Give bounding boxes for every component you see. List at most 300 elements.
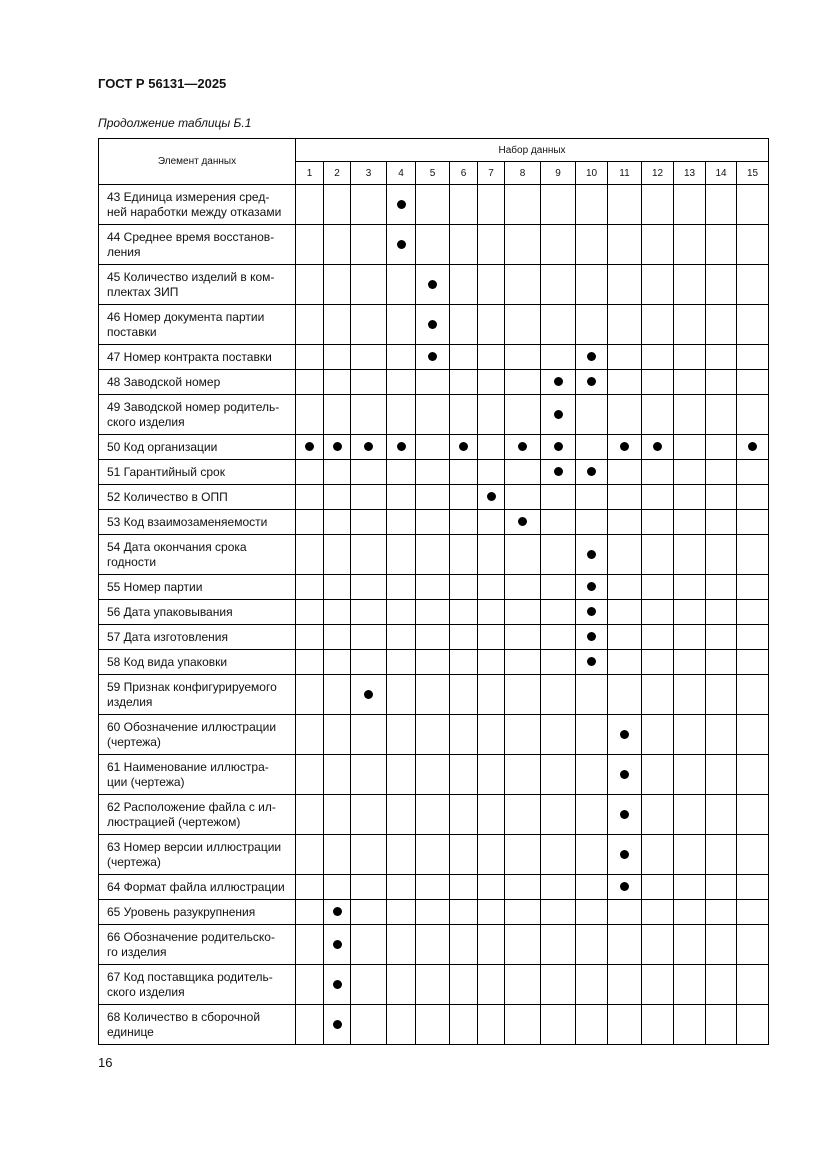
data-element-line: 60 Обозначение иллюстрации <box>107 719 277 734</box>
table-row <box>99 535 769 575</box>
dataset-cell <box>324 625 351 650</box>
data-element-line: 57 Дата изготовления <box>107 629 228 644</box>
dataset-cell <box>387 650 416 675</box>
dataset-cell <box>674 345 706 370</box>
dataset-cell <box>541 225 576 265</box>
dataset-cell <box>737 345 769 370</box>
dataset-cell <box>608 435 642 460</box>
dataset-cell <box>478 755 505 795</box>
dataset-cell <box>541 795 576 835</box>
data-element-name <box>99 675 296 715</box>
dataset-cell <box>505 925 541 965</box>
dataset-cell <box>324 600 351 625</box>
dataset-cell <box>324 225 351 265</box>
dataset-cell <box>642 600 674 625</box>
dataset-cell <box>576 345 608 370</box>
dataset-cell <box>674 395 706 435</box>
dataset-cell <box>387 900 416 925</box>
table-row <box>99 460 769 485</box>
dataset-cell <box>416 345 450 370</box>
dataset-cell <box>642 370 674 395</box>
dataset-cell <box>351 185 387 225</box>
table-caption: Продолжение таблицы Б.1 <box>98 116 252 130</box>
dataset-cell <box>387 835 416 875</box>
dataset-cell <box>450 510 478 535</box>
data-element-name <box>99 575 296 600</box>
bullet-mark-icon <box>653 442 662 451</box>
dataset-cell <box>351 485 387 510</box>
dataset-column-header: 14 <box>706 162 737 185</box>
dataset-cell <box>505 185 541 225</box>
data-element-name <box>99 600 296 625</box>
dataset-cell <box>416 925 450 965</box>
dataset-cell <box>387 460 416 485</box>
table-row <box>99 875 769 900</box>
dataset-cell <box>296 185 324 225</box>
dataset-cell <box>387 510 416 535</box>
dataset-cell <box>541 535 576 575</box>
data-element-line: 55 Номер партии <box>107 579 203 594</box>
dataset-cell <box>576 835 608 875</box>
dataset-column-header: 10 <box>576 162 608 185</box>
dataset-cell <box>324 795 351 835</box>
dataset-cell <box>505 675 541 715</box>
dataset-cell <box>706 305 737 345</box>
table-row <box>99 510 769 535</box>
dataset-cell <box>296 575 324 600</box>
dataset-cell <box>706 185 737 225</box>
bullet-mark-icon <box>428 320 437 329</box>
data-element-line: изделия <box>107 694 153 709</box>
data-element-line: 48 Заводской номер <box>107 374 221 389</box>
dataset-cell <box>387 345 416 370</box>
dataset-cell <box>478 305 505 345</box>
dataset-cell <box>576 925 608 965</box>
data-element-name <box>99 345 296 370</box>
dataset-cell <box>642 345 674 370</box>
dataset-cell <box>737 1005 769 1045</box>
table-row <box>99 965 769 1005</box>
dataset-cell <box>416 510 450 535</box>
dataset-cell <box>324 305 351 345</box>
dataset-cell <box>450 835 478 875</box>
dataset-cell <box>387 395 416 435</box>
table-row <box>99 185 769 225</box>
data-element-line: плектах ЗИП <box>107 284 179 299</box>
dataset-cell <box>416 185 450 225</box>
data-element-name <box>99 460 296 485</box>
data-element-line: 44 Среднее время восстанов- <box>107 229 275 244</box>
dataset-cell <box>505 485 541 510</box>
bullet-mark-icon <box>518 517 527 526</box>
dataset-cell <box>296 345 324 370</box>
bullet-mark-icon <box>333 907 342 916</box>
dataset-cell <box>324 1005 351 1045</box>
dataset-cell <box>450 965 478 1005</box>
dataset-cell <box>416 485 450 510</box>
dataset-cell <box>608 600 642 625</box>
dataset-cell <box>737 600 769 625</box>
dataset-cell <box>576 965 608 1005</box>
dataset-cell <box>387 225 416 265</box>
dataset-cell <box>608 370 642 395</box>
dataset-cell <box>478 965 505 1005</box>
bullet-mark-icon <box>518 442 527 451</box>
dataset-column-header: 7 <box>478 162 505 185</box>
dataset-cell <box>576 535 608 575</box>
dataset-cell <box>450 345 478 370</box>
dataset-cell <box>576 755 608 795</box>
table-row <box>99 625 769 650</box>
data-element-line: 61 Наименование иллюстра- <box>107 759 269 774</box>
dataset-cell <box>351 305 387 345</box>
dataset-cell <box>706 600 737 625</box>
table-row <box>99 900 769 925</box>
dataset-cell <box>737 510 769 535</box>
dataset-cell <box>642 650 674 675</box>
dataset-cell <box>642 755 674 795</box>
dataset-cell <box>450 755 478 795</box>
dataset-cell <box>351 795 387 835</box>
dataset-cell <box>351 345 387 370</box>
dataset-cell <box>416 535 450 575</box>
dataset-cell <box>324 925 351 965</box>
dataset-cell <box>324 265 351 305</box>
dataset-cell <box>576 795 608 835</box>
dataset-cell <box>706 925 737 965</box>
dataset-cell <box>351 510 387 535</box>
dataset-cell <box>642 460 674 485</box>
dataset-cell <box>296 225 324 265</box>
dataset-cell <box>706 485 737 510</box>
table-row <box>99 575 769 600</box>
dataset-cell <box>324 835 351 875</box>
data-element-line: 58 Код вида упаковки <box>107 654 228 669</box>
dataset-cell <box>706 875 737 900</box>
bullet-mark-icon <box>428 280 437 289</box>
dataset-cell <box>608 875 642 900</box>
dataset-cell <box>450 435 478 460</box>
dataset-cell <box>706 795 737 835</box>
bullet-mark-icon <box>620 442 629 451</box>
dataset-cell <box>450 460 478 485</box>
page-number: 16 <box>98 1055 113 1070</box>
dataset-cell <box>351 600 387 625</box>
dataset-cell <box>296 535 324 575</box>
dataset-cell <box>674 435 706 460</box>
dataset-cell <box>608 575 642 600</box>
dataset-cell <box>737 435 769 460</box>
data-element-line: 50 Код организации <box>107 439 218 454</box>
table-row <box>99 650 769 675</box>
dataset-cell <box>296 305 324 345</box>
dataset-cell <box>478 875 505 900</box>
dataset-cell <box>737 305 769 345</box>
dataset-cell <box>478 795 505 835</box>
dataset-cell <box>296 650 324 675</box>
table-row <box>99 755 769 795</box>
dataset-cell <box>351 650 387 675</box>
dataset-cell <box>478 925 505 965</box>
dataset-column-header: 2 <box>324 162 351 185</box>
bullet-mark-icon <box>554 442 563 451</box>
dataset-cell <box>324 485 351 510</box>
dataset-cell <box>737 715 769 755</box>
bullet-mark-icon <box>587 607 596 616</box>
dataset-cell <box>478 1005 505 1045</box>
data-element-name <box>99 225 296 265</box>
dataset-cell <box>296 1005 324 1045</box>
data-element-line: ского изделия <box>107 414 185 429</box>
dataset-cell <box>478 345 505 370</box>
table-row <box>99 1005 769 1045</box>
dataset-cell <box>324 395 351 435</box>
bullet-mark-icon <box>397 240 406 249</box>
dataset-cell <box>576 600 608 625</box>
dataset-cell <box>505 395 541 435</box>
dataset-cell <box>674 965 706 1005</box>
dataset-cell <box>505 625 541 650</box>
data-element-line: ней наработки между отказами <box>107 204 282 219</box>
dataset-cell <box>387 755 416 795</box>
dataset-cell <box>296 460 324 485</box>
dataset-cell <box>541 265 576 305</box>
bullet-mark-icon <box>587 657 596 666</box>
data-element-name <box>99 625 296 650</box>
dataset-cell <box>351 625 387 650</box>
dataset-cell <box>505 510 541 535</box>
dataset-cell <box>541 835 576 875</box>
dataset-cell <box>416 650 450 675</box>
dataset-cell <box>674 265 706 305</box>
dataset-cell <box>351 575 387 600</box>
dataset-cell <box>351 435 387 460</box>
dataset-cell <box>674 485 706 510</box>
dataset-cell <box>505 460 541 485</box>
data-element-name <box>99 715 296 755</box>
data-element-line: 43 Единица измерения сред- <box>107 189 270 204</box>
dataset-cell <box>608 795 642 835</box>
dataset-cell <box>737 625 769 650</box>
dataset-column-header: 5 <box>416 162 450 185</box>
dataset-cell <box>674 755 706 795</box>
dataset-cell <box>737 650 769 675</box>
dataset-cell <box>608 265 642 305</box>
dataset-cell <box>576 900 608 925</box>
dataset-cell <box>416 305 450 345</box>
dataset-cell <box>450 305 478 345</box>
dataset-cell <box>706 345 737 370</box>
dataset-cell <box>416 575 450 600</box>
dataset-cell <box>541 715 576 755</box>
dataset-column-header: 6 <box>450 162 478 185</box>
bullet-mark-icon <box>587 377 596 386</box>
data-element-line: 49 Заводской номер родитель- <box>107 399 280 414</box>
dataset-cell <box>541 305 576 345</box>
dataset-cell <box>541 575 576 600</box>
dataset-cell <box>478 900 505 925</box>
dataset-cell <box>324 510 351 535</box>
bullet-mark-icon <box>587 352 596 361</box>
dataset-cell <box>351 900 387 925</box>
dataset-cell <box>296 600 324 625</box>
dataset-cell <box>450 925 478 965</box>
dataset-cell <box>387 485 416 510</box>
dataset-cell <box>324 575 351 600</box>
dataset-cell <box>478 650 505 675</box>
dataset-cell <box>737 485 769 510</box>
bullet-mark-icon <box>554 410 563 419</box>
dataset-cell <box>505 875 541 900</box>
dataset-cell <box>387 715 416 755</box>
dataset-cell <box>478 600 505 625</box>
table-row <box>99 395 769 435</box>
dataset-cell <box>505 535 541 575</box>
dataset-cell <box>478 675 505 715</box>
data-element-line: 54 Дата окончания срока <box>107 539 247 554</box>
bullet-mark-icon <box>587 550 596 559</box>
dataset-cell <box>296 900 324 925</box>
dataset-cell <box>416 265 450 305</box>
dataset-cell <box>450 675 478 715</box>
table-row <box>99 715 769 755</box>
dataset-cell <box>450 1005 478 1045</box>
dataset-cell <box>450 225 478 265</box>
dataset-cell <box>608 185 642 225</box>
table-row <box>99 370 769 395</box>
dataset-cell <box>642 675 674 715</box>
dataset-cell <box>706 435 737 460</box>
dataset-cell <box>737 965 769 1005</box>
dataset-cell <box>387 675 416 715</box>
dataset-cell <box>576 370 608 395</box>
dataset-cell <box>541 900 576 925</box>
dataset-cell <box>642 625 674 650</box>
dataset-cell <box>387 305 416 345</box>
dataset-cell <box>416 1005 450 1045</box>
dataset-cell <box>674 925 706 965</box>
dataset-cell <box>576 875 608 900</box>
dataset-cell <box>387 265 416 305</box>
data-element-name <box>99 755 296 795</box>
bullet-mark-icon <box>333 940 342 949</box>
dataset-cell <box>296 925 324 965</box>
dataset-cell <box>324 435 351 460</box>
dataset-cell <box>541 675 576 715</box>
dataset-cell <box>674 600 706 625</box>
data-element-line: 51 Гарантийный срок <box>107 464 225 479</box>
bullet-mark-icon <box>333 442 342 451</box>
dataset-cell <box>505 1005 541 1045</box>
dataset-cell <box>450 600 478 625</box>
dataset-cell <box>478 625 505 650</box>
dataset-cell <box>674 370 706 395</box>
dataset-cell <box>450 875 478 900</box>
dataset-cell <box>674 510 706 535</box>
table-row <box>99 225 769 265</box>
dataset-cell <box>387 795 416 835</box>
data-element-name <box>99 435 296 460</box>
dataset-cell <box>296 265 324 305</box>
dataset-cell <box>416 625 450 650</box>
dataset-column-header: 9 <box>541 162 576 185</box>
dataset-cell <box>642 575 674 600</box>
dataset-cell <box>737 370 769 395</box>
dataset-cell <box>324 370 351 395</box>
data-element-line: (чертежа) <box>107 734 161 749</box>
dataset-cell <box>642 435 674 460</box>
bullet-mark-icon <box>620 882 629 891</box>
dataset-cell <box>737 835 769 875</box>
dataset-cell <box>674 675 706 715</box>
table-row <box>99 435 769 460</box>
data-element-name <box>99 835 296 875</box>
data-element-line: 45 Количество изделий в ком- <box>107 269 275 284</box>
dataset-cell <box>576 650 608 675</box>
dataset-cell <box>478 510 505 535</box>
dataset-cell <box>706 535 737 575</box>
bullet-mark-icon <box>554 377 563 386</box>
dataset-cell <box>576 435 608 460</box>
dataset-cell <box>674 460 706 485</box>
dataset-cell <box>296 835 324 875</box>
dataset-cell <box>541 925 576 965</box>
data-element-line: годности <box>107 554 157 569</box>
dataset-cell <box>642 185 674 225</box>
dataset-cell <box>642 715 674 755</box>
dataset-cell <box>296 965 324 1005</box>
dataset-cell <box>737 925 769 965</box>
dataset-cell <box>576 715 608 755</box>
dataset-cell <box>478 265 505 305</box>
dataset-cell <box>296 370 324 395</box>
dataset-cell <box>296 625 324 650</box>
dataset-cell <box>450 370 478 395</box>
dataset-cell <box>387 600 416 625</box>
dataset-cell <box>416 715 450 755</box>
data-element-line: 47 Номер контракта поставки <box>107 349 272 364</box>
dataset-cell <box>505 755 541 795</box>
dataset-cell <box>608 460 642 485</box>
dataset-cell <box>416 965 450 1005</box>
bullet-mark-icon <box>620 770 629 779</box>
data-element-line: 52 Количество в ОПП <box>107 489 228 504</box>
dataset-cell <box>505 900 541 925</box>
dataset-cell <box>541 600 576 625</box>
data-element-name <box>99 965 296 1005</box>
bullet-mark-icon <box>459 442 468 451</box>
dataset-cell <box>505 370 541 395</box>
data-element-line: 68 Количество в сборочной <box>107 1009 261 1024</box>
dataset-cell <box>450 185 478 225</box>
data-element-name <box>99 395 296 435</box>
dataset-cell <box>351 835 387 875</box>
bullet-mark-icon <box>620 810 629 819</box>
dataset-cell <box>478 225 505 265</box>
dataset-cell <box>541 345 576 370</box>
bullet-mark-icon <box>397 200 406 209</box>
bullet-mark-icon <box>620 730 629 739</box>
dataset-cell <box>608 835 642 875</box>
dataset-cell <box>608 965 642 1005</box>
dataset-cell <box>324 755 351 795</box>
dataset-cell <box>674 835 706 875</box>
data-element-line: (чертежа) <box>107 854 161 869</box>
dataset-cell <box>351 755 387 795</box>
data-element-name <box>99 925 296 965</box>
bullet-mark-icon <box>364 690 373 699</box>
bullet-mark-icon <box>428 352 437 361</box>
